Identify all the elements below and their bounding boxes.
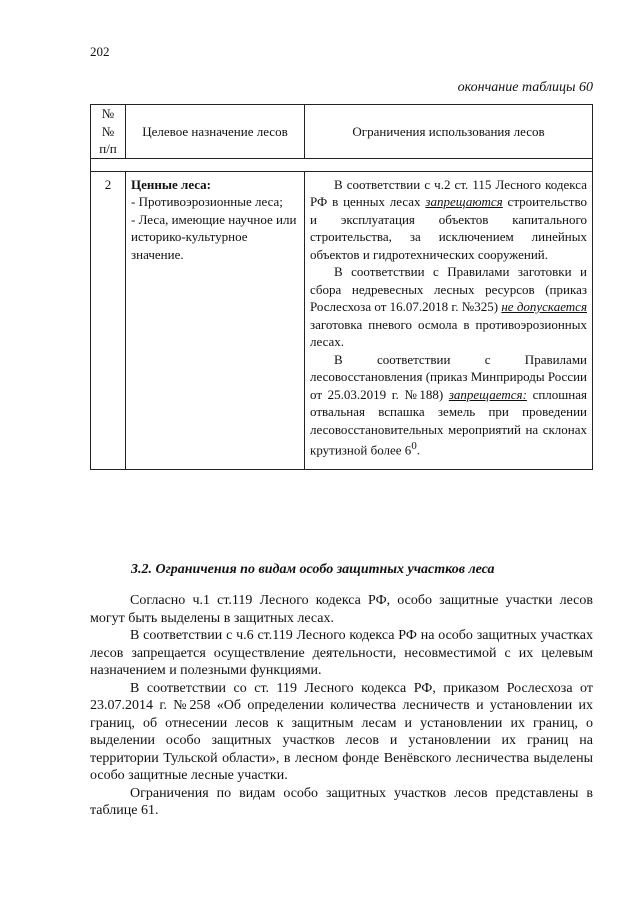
table-header-row: [91, 105, 593, 159]
p3-text-end: сплошная отвальная вспашка земель при проведении лесовосстановительных мероприятий на склонах крутизной более 6: [310, 386, 587, 458]
purpose-item: - Леса, имеющие научное или историко-культурное значение.: [131, 211, 297, 262]
page-number: 202: [90, 44, 110, 59]
table-row: [91, 171, 593, 469]
header-purpose: Целевое назначение лесов: [126, 105, 305, 159]
limits-paragraph-1: [310, 176, 587, 264]
section-body: [90, 592, 593, 820]
table-spacer-row: [91, 158, 593, 171]
row-limits: [305, 171, 593, 469]
row-num: 2: [91, 171, 126, 469]
p1-text: В соответствии с ч.2 ст. 115 Лесного кодекса РФ в ценных лесах: [310, 176, 587, 209]
p3-text: В соответствии с Правилами лесовосстановления (приказ Минприроды России от 25.03.2019 г. №188): [310, 351, 588, 402]
p1-emphasis: запрещаются: [425, 194, 503, 209]
header-num: №№ п/п: [91, 105, 126, 159]
p2-text: В соответствии с Правилами заготовки и сбора недревесных лесных ресурсов (приказ Рослесхоза от 16.07.2018 г. №325): [310, 264, 587, 314]
spacer-cell: [91, 158, 593, 171]
body-paragraph: В соответствии с ч.6 ст.119 Лесного кодекса РФ на особо защитных участках лесов запрещается осуществление деятельности, несовместимой с их целевым назначением и полезными функциями.: [90, 628, 593, 678]
p1-text-end: строительство и эксплуатация объектов капитального строительства, за исключением линейных объектов и гидротехнических сооружений.: [310, 194, 587, 262]
p3-period: .: [416, 442, 420, 458]
body-paragraph: Ограничения по видам особо защитных участков лесов представлены в таблице 61.: [90, 785, 593, 818]
p3-emphasis: запрещается:: [448, 386, 527, 402]
purpose-title: Ценные леса:: [131, 176, 212, 192]
limits-paragraph-3: [310, 351, 587, 459]
degree-superscript: 0: [411, 440, 417, 452]
body-paragraph: В соответствии со ст. 119 Лесного кодекса РФ, приказом Рослесхоза от 23.07.2014 г. №258 «Об определении количества лесничеств и установлении их границ, об отнесении лесов к защитным лесам и установлении их границ, о выделении особо защитных участков лесов и установлении их границ на территории Тульской области», в лесном фонде Венёвского лесничества выделены особо защитные лесные участки.: [90, 680, 593, 783]
p2-text-end: заготовка пневого осмола в противоэрозионных лесах.: [310, 316, 587, 349]
table-caption: окончание таблицы 60: [457, 80, 593, 95]
restrictions-table: [90, 104, 593, 470]
limits-paragraph-2: [310, 263, 587, 351]
header-limits: Ограничения использования лесов: [305, 105, 593, 159]
body-paragraph: Согласно ч.1 ст.119 Лесного кодекса РФ, особо защитные участки лесов могут быть выделены в защитных лесах.: [90, 593, 593, 626]
p2-emphasis: не допускается: [501, 299, 587, 314]
row-purpose: [126, 171, 305, 469]
section-heading: 3.2. Ограничения по видам особо защитных участков леса: [131, 562, 495, 577]
purpose-item: - Противоэрозионные леса;: [131, 194, 283, 209]
